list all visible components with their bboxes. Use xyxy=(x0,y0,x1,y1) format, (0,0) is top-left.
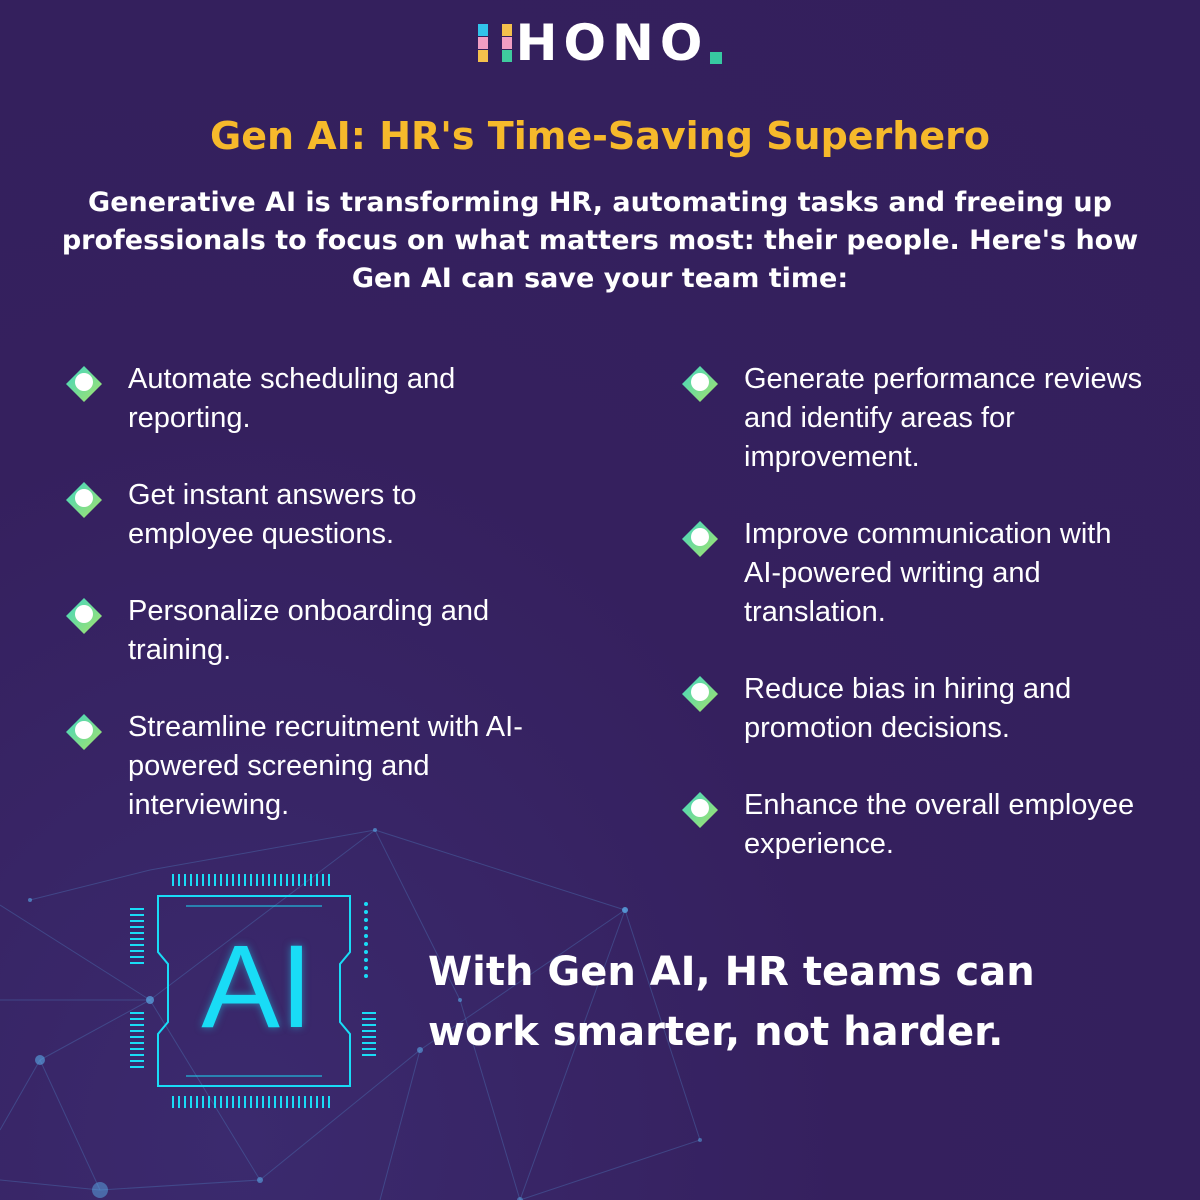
logo-dot xyxy=(710,52,722,64)
benefit-text: Get instant answers to employee questions. xyxy=(128,479,417,550)
list-item xyxy=(676,360,1146,477)
benefit-text: Reduce bias in hiring and promotion decisions. xyxy=(744,673,1072,744)
benefit-text: Streamline recruitment with AI-powered screening and interviewing. xyxy=(128,711,523,821)
benefits-list-right xyxy=(676,360,1146,902)
diamond-bullet-icon xyxy=(680,519,720,559)
diamond-bullet-icon xyxy=(680,364,720,404)
logo-mark-icon xyxy=(478,24,512,62)
benefit-text: Improve communication with AI-powered writing and translation. xyxy=(744,518,1112,628)
benefit-text: Generate performance reviews and identify areas for improvement. xyxy=(744,363,1143,473)
diamond-bullet-icon xyxy=(64,480,104,520)
benefit-text: Automate scheduling and reporting. xyxy=(128,363,456,434)
logo-wordmark: HONO xyxy=(515,14,709,72)
closing-statement: With Gen AI, HR teams can work smarter, not harder. xyxy=(428,949,1035,1055)
page-title: Gen AI: HR's Time-Saving Superhero xyxy=(210,114,990,158)
ai-chip-label: AI xyxy=(201,921,313,1053)
list-item xyxy=(60,360,540,438)
intro-paragraph: Generative AI is transforming HR, automating tasks and freeing up professionals to focus on what matters most: their people. Here's how Gen AI can save your team time: xyxy=(61,187,1139,294)
diamond-bullet-icon xyxy=(64,712,104,752)
list-item xyxy=(676,670,1146,748)
list-item xyxy=(60,592,540,670)
list-item xyxy=(60,476,540,554)
benefits-list-left xyxy=(60,360,540,863)
benefit-text: Enhance the overall employee experience. xyxy=(744,789,1135,860)
diamond-bullet-icon xyxy=(680,790,720,830)
diamond-bullet-icon xyxy=(64,364,104,404)
list-item xyxy=(676,515,1146,632)
benefit-text: Personalize onboarding and training. xyxy=(128,595,490,666)
list-item xyxy=(60,708,540,825)
hono-logo xyxy=(0,14,1200,72)
diamond-bullet-icon xyxy=(680,674,720,714)
list-item xyxy=(676,786,1146,864)
diamond-bullet-icon xyxy=(64,596,104,636)
